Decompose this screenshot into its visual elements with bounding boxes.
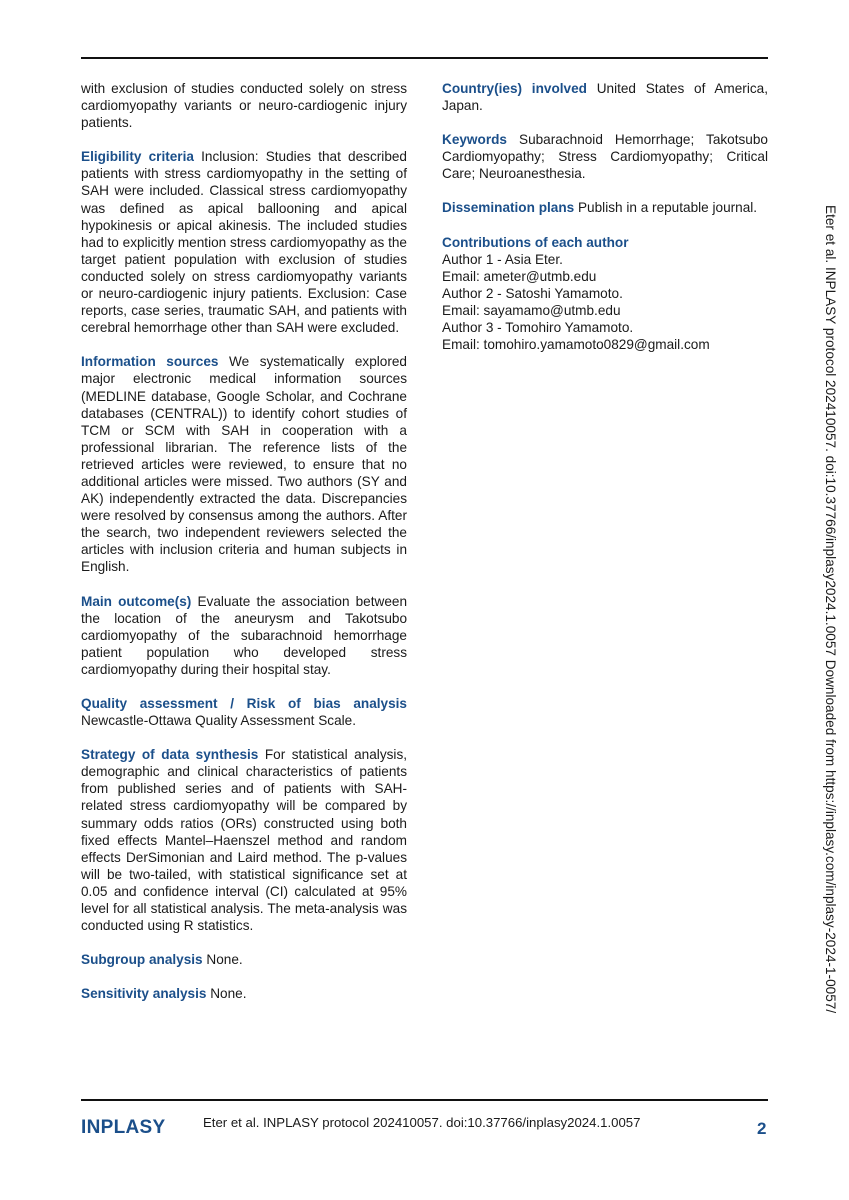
- subgroup-heading: Subgroup analysis: [81, 952, 203, 968]
- author-2-name: Author 2 - Satoshi Yamamoto.: [442, 285, 623, 301]
- right-column: [442, 80, 768, 353]
- countries-section: [442, 80, 768, 114]
- main-outcomes-text: Evaluate the association between the location of the aneurysm and Takotsubo cardiomyopathy of the subarachnoid hemorrhage patient population who developed stress cardiomyopathy during their hospital stay.: [81, 593, 408, 677]
- header-rule: [81, 57, 768, 59]
- footer-citation: Eter et al. INPLASY protocol 202410057. doi:10.37766/inplasy2024.1.0057: [203, 1115, 641, 1130]
- keywords-text: Subarachnoid Hemorrhage; Takotsubo Cardiomyopathy; Stress Cardiomyopathy; Critical Care; Neuroanesthesia.: [442, 132, 768, 182]
- left-column: [81, 80, 407, 1002]
- sensitivity-text: None.: [210, 986, 247, 1002]
- quality-assessment-text: Newcastle-Ottawa Quality Assessment Scale.: [81, 713, 357, 729]
- main-outcomes-section: [81, 593, 407, 678]
- author-1-name: Author 1 - Asia Eter.: [442, 251, 563, 267]
- author-2-email: Email: sayamamo@utmb.edu: [442, 302, 621, 318]
- continuation-paragraph: [81, 80, 407, 131]
- subgroup-section: [81, 951, 407, 968]
- quality-assessment-heading: Quality assessment / Risk of bias analysis: [81, 696, 407, 711]
- page-number: 2: [757, 1119, 767, 1138]
- footer-rule: [81, 1099, 768, 1101]
- continuation-text: with exclusion of studies conducted solely on stress cardiomyopathy variants or neuro-cardiogenic injury patients.: [81, 81, 407, 131]
- sensitivity-section: [81, 985, 407, 1002]
- keywords-section: [442, 131, 768, 182]
- side-download-note: Eter et al. INPLASY protocol 202410057. doi:10.37766/inplasy2024.1.0057 Downloaded from https://inplasy.com/inplasy-2024-1-0057/: [823, 205, 838, 1014]
- keywords-heading: Keywords: [442, 132, 507, 148]
- footer-brand-logo: INPLASY: [81, 1117, 166, 1138]
- data-synthesis-section: [81, 746, 407, 934]
- subgroup-text: None.: [206, 952, 243, 968]
- main-outcomes-heading: Main outcome(s): [81, 593, 192, 609]
- countries-text: United States of America, Japan.: [442, 81, 768, 114]
- author-3-name: Author 3 - Tomohiro Yamamoto.: [442, 320, 634, 336]
- eligibility-text: Inclusion: Studies that described patients with stress cardiomyopathy in the setting of SAH were included. Classical stress cardiomyopathy was defined as apical ballooning and apical hypokinesis or apical akinesis. The included studies had to explicitly mention stress cardiomyopathy as the target patient population with exclusion of studies conducted solely on stress cardiomyopathy variants or neuro-cardiogenic injury patients. Exclusion: Case reports, case series, traumatic SAH, and patients with cerebral hemorrhage other than SAH were excluded.: [81, 149, 407, 336]
- dissemination-heading: Dissemination plans: [442, 200, 575, 216]
- dissemination-text: Publish in a reputable journal.: [577, 200, 758, 216]
- information-sources-text: We systematically explored major electronic medical information sources (MEDLINE database, Google Scholar, and Cochrane databases (CENTRAL)) to identify cohort studies of TCM or SCM with SAH in cooperation with a professional librarian. The reference lists of the retrieved articles were reviewed, to ensure that no additional articles were missed. Two authors (SY and AK) independently extracted the data. Discrepancies were resolved by consensus among the authors. After the search, two independent reviewers selected the articles with inclusion criteria and human subjects in English.: [81, 354, 407, 575]
- author-1-email: Email: ameter@utmb.edu: [442, 268, 597, 284]
- contributions-section: [442, 234, 768, 354]
- data-synthesis-heading: Strategy of data synthesis: [81, 747, 259, 763]
- sensitivity-heading: Sensitivity analysis: [81, 986, 207, 1002]
- information-sources-heading: Information sources: [81, 354, 219, 370]
- eligibility-heading: Eligibility criteria: [81, 149, 194, 165]
- data-synthesis-text: For statistical analysis, demographic and clinical characteristics of patients from published series and of patients with SAH-related stress cardiomyopathy will be compared by summary odds ratios (ORs) constructed using both fixed effects Mantel–Haenszel method and random effects DerSimonian and Laird method. The p-values will be two-tailed, with statistical significance set at 0.05 and confidence interval (CI) calculated at 95% level for all statistical analysis. The meta-analysis was conducted using R statistics.: [81, 747, 408, 934]
- quality-assessment-section: [81, 695, 407, 729]
- information-sources-section: [81, 353, 407, 575]
- countries-heading: Country(ies) involved: [442, 81, 587, 96]
- dissemination-section: [442, 199, 768, 216]
- eligibility-section: [81, 148, 407, 336]
- contributions-heading: Contributions of each author: [442, 234, 629, 250]
- author-3-email: Email: tomohiro.yamamoto0829@gmail.com: [442, 337, 710, 353]
